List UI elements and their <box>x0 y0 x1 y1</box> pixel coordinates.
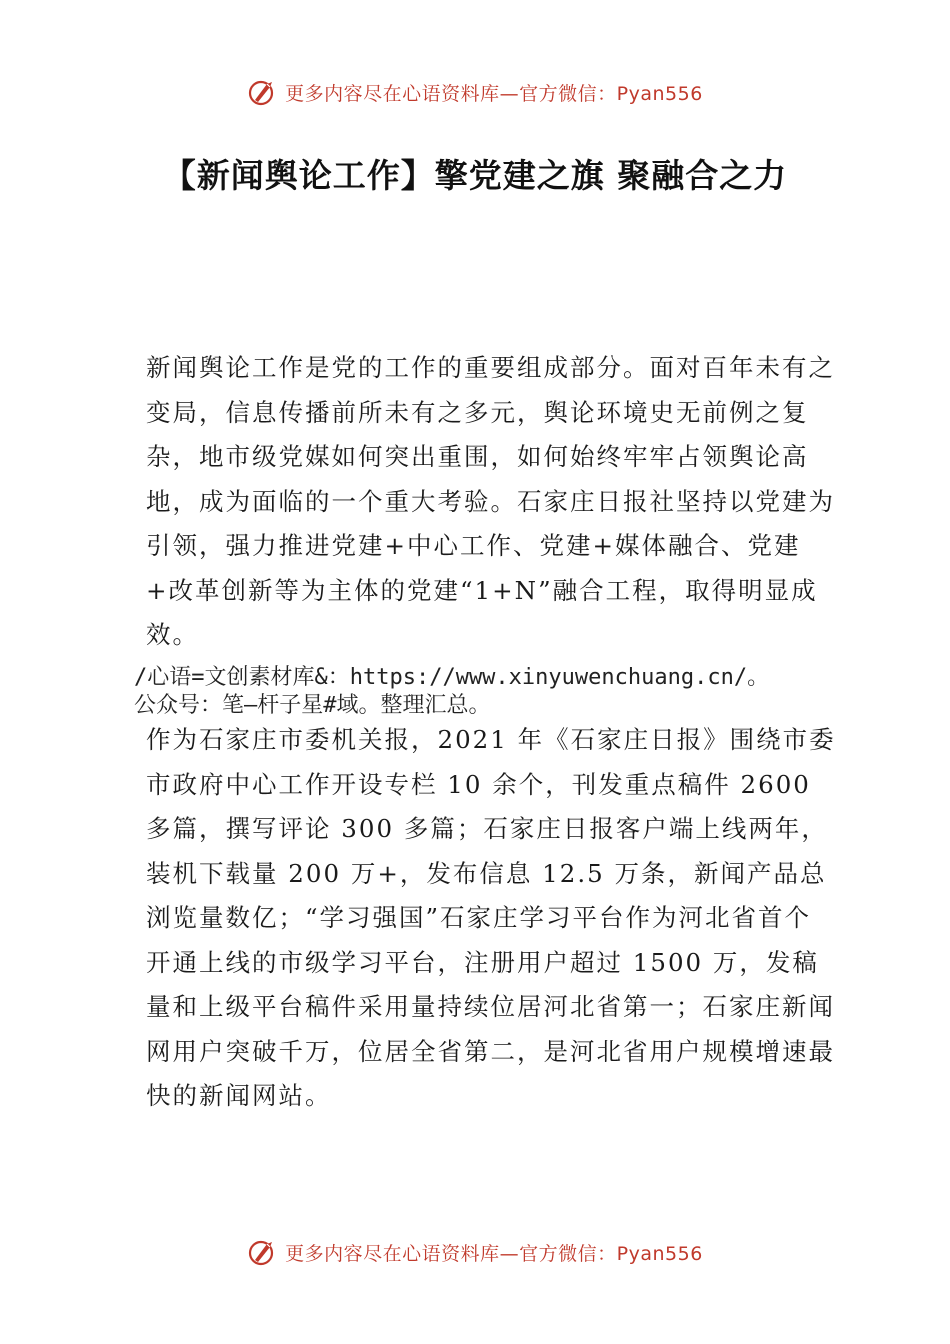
banner-text: 更多内容尽在心语资料库—官方微信：Pyan556 <box>285 1242 703 1265</box>
footer-banner <box>0 1232 950 1272</box>
body-paragraph-2: 作为石家庄市委机关报，2021 年《石家庄日报》围绕市委市政府中心工作开设专栏 10 余个，刊发重点稿件 2600 多篇，撰写评论 300 多篇；石家庄日报客户端上线两年，装机下载量 200 万+，发布信息 12.5 万条，新闻产品总浏览量数亿；“学习强国”石家庄学习平台作为河北省首个开通上线的市级学习平台，注册用户超过 1500 万，发稿量和上级平台稿件采用量持续位居河北省第一；石家庄新闻网用户突破千万，位居全省第二，是河北省用户规模增速最快的新闻网站。 <box>146 725 836 1110</box>
wechat-id: Pyan556 <box>616 82 703 105</box>
pen-nib-logo-icon <box>247 76 279 108</box>
source-note-line-1: /心语=文创素材库&：https://www.xinyuwenchuang.cn/。 <box>134 665 770 690</box>
wechat-id: Pyan556 <box>616 1242 703 1265</box>
pen-nib-logo-icon <box>247 1236 279 1268</box>
source-note-line-2: 公众号：笔—杆子星#域。整理汇总。 <box>134 693 491 718</box>
body-paragraph-1: 新闻舆论工作是党的工作的重要组成部分。面对百年未有之变局，信息传播前所未有之多元，舆论环境史无前例之复杂，地市级党媒如何突出重围，如何始终牢牢占领舆论高地，成为面临的一个重大考验。石家庄日报社坚持以党建为引领，强力推进党建+中心工作、党建+媒体融合、党建+改革创新等为主体的党建“1+N”融合工程，取得明显成效。 <box>146 353 835 649</box>
banner-text: 更多内容尽在心语资料库—官方微信：Pyan556 <box>285 82 703 105</box>
page-title: 【新闻舆论工作】擎党建之旗 聚融合之力 <box>162 156 788 195</box>
header-banner <box>0 72 950 112</box>
